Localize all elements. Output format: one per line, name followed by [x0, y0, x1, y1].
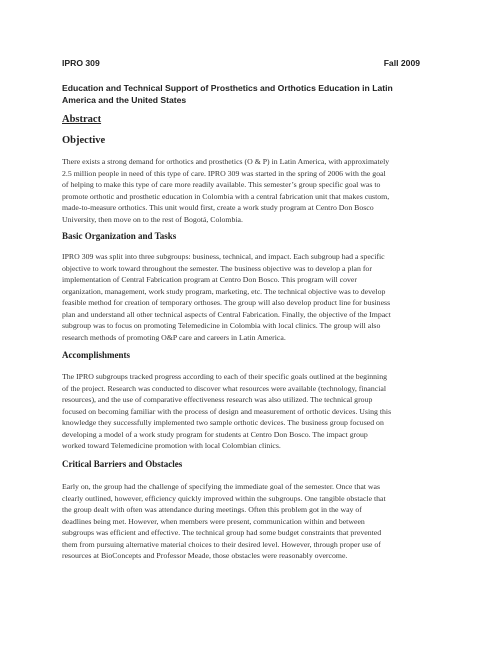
text-line: clearly outlined, however, efficiency quickly improved within the subgroups. One tangible obstacle that [62, 493, 386, 503]
text-line: plan and understand all other technical aspects of Central Fabrication. Finally, the objective of the Impact [62, 309, 391, 319]
course-code: IPRO 309 [62, 58, 100, 68]
text-line: subgroups was efficient and effective. The technical group had some budget constraints that prevented [62, 528, 382, 538]
term: Fall 2009 [383, 58, 420, 68]
title-line: America and the United States [62, 95, 187, 105]
title-line: Education and Technical Support of Prosthetics and Orthotics Education in Latin [62, 83, 393, 93]
text-line: objective to work toward throughout the semester. The business objective was to develop a plan for [62, 263, 372, 273]
basic-org-heading: Basic Organization and Tasks [62, 231, 177, 241]
text-line: developing a model of a work study program for students at Centro Don Bosco. The impact group [62, 429, 368, 439]
text-line: them from pursuing alternative material choices to their desired level. However, through proper use of [62, 539, 381, 549]
page-header [62, 58, 420, 68]
barriers-paragraph [62, 481, 444, 562]
text-line: feasible method for creation of temporary orthoses. The group will also develop product line for business [62, 298, 391, 308]
text-line: organization, management, work study program, marketing, etc. The technical objective was to develop [62, 286, 386, 296]
text-line: IPRO 309 was split into three subgroups: business, technical, and impact. Each subgroup had a specific [62, 252, 385, 261]
text-line: knowledge they successfully implemented two sample orthotic devices. The business group focused on [62, 418, 384, 428]
basic-org-paragraph [62, 251, 444, 343]
objective-paragraph [62, 156, 444, 225]
barriers-heading: Critical Barriers and Obstacles [62, 459, 183, 469]
text-line: The IPRO subgroups tracked progress according to each of their specific goals outlined at the beginning [62, 372, 387, 381]
text-line: worked toward Telemedicine promotion with local Colombian clinics. [62, 441, 281, 451]
text-line: deadlines being met. However, when members were present, communication within and between [62, 516, 365, 526]
text-line: There exists a strong demand for orthotics and prosthetics (O & P) in Latin America, with approximately [62, 157, 390, 166]
text-line: research methods of promoting O&P care and careers in Latin America. [62, 332, 286, 342]
text-line: Early on, the group had the challenge of specifying the immediate goal of the semester. Once that was [62, 482, 381, 491]
document-title [62, 82, 442, 106]
text-line: of the project. Research was conducted to discover what resources were available (technology, financial [62, 383, 387, 393]
text-line: resources), and the use of comparative effectiveness research was also utilized. The technical group [62, 395, 373, 405]
accomplishments-paragraph [62, 371, 444, 452]
text-line: implementation of Central Fabrication program at Centro Don Bosco. This program will cover [62, 275, 357, 285]
objective-heading: Objective [62, 135, 106, 146]
text-line: the group dealt with often was attendance during meetings. Often this problem got in the way of [62, 505, 362, 515]
abstract-heading: Abstract [62, 114, 102, 125]
text-line: 2.5 million people in need of this type of care. IPRO 309 was started in the spring of 2006 with the goal [62, 168, 386, 178]
text-line: focused on becoming familiar with the process of design and measurement of orthotic devices. Using this [62, 406, 392, 416]
text-line: of helping to make this type of care more readily available. This semester’s group specific goal was to [62, 180, 381, 190]
accomplishments-heading: Accomplishments [62, 350, 130, 360]
text-line: resources at BioConcepts and Professor Meade, those obstacles were reasonably overcome. [62, 551, 348, 561]
text-line: University, then move on to the rest of Bogotá, Colombia. [62, 214, 243, 224]
text-line: subgroup was to focus on promoting Telemedicine in Colombia with local clinics. The group will also [62, 321, 381, 331]
text-line: made-to-measure orthotics. This unit would first, create a work study program at Centro Don Bosco [62, 203, 374, 213]
text-line: promote orthotic and prosthetic education in Colombia with a central fabrication unit that makes custom, [62, 191, 390, 201]
